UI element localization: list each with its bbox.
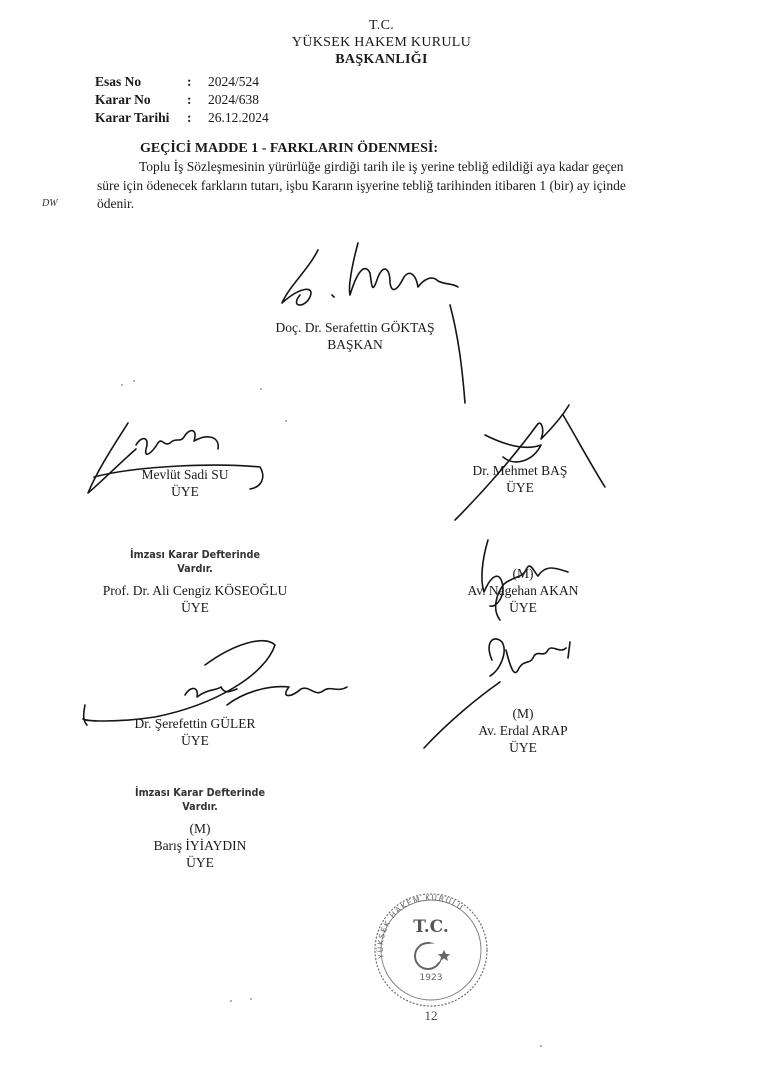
signatory-name: Barış İYİAYDIN (153, 838, 247, 853)
section-heading: GEÇİCİ MADDE 1 - FARKLARIN ÖDENMESİ: (140, 141, 439, 156)
paragraph-line: süre için ödenecek farkların tutarı, işbu Kararın işyerine tebliğ tarihinden itibaren 1 (bir) ay içinde (97, 177, 626, 193)
member-block-m1 (125, 466, 245, 500)
signatory-title: ÜYE (181, 733, 209, 748)
page-number: 12 (424, 1008, 438, 1023)
signatory-name: Mevlüt Sadi SU (141, 467, 229, 482)
member-block-m6 (463, 705, 583, 756)
stamp-note: Vardır. (182, 801, 218, 813)
stamp-note: Vardır. (177, 563, 213, 575)
meta-colon: : (187, 74, 192, 89)
signatory-name: Av. Erdal ARAP (478, 723, 568, 738)
signatory-mark: (M) (512, 566, 534, 581)
header-presidency: BAŞKANLIĞI (335, 52, 428, 67)
meta-label: Karar Tarihi (95, 110, 170, 125)
member-signature-icon (445, 395, 615, 525)
member-block-m5 (105, 715, 285, 749)
member-block-m2 (455, 462, 585, 496)
scan-speck (250, 998, 252, 1000)
meta-value: 2024/638 (208, 92, 260, 107)
scan-speck (285, 420, 287, 422)
scan-speck (260, 388, 262, 390)
paragraph-line: Toplu İş Sözleşmesinin yürürlüğe girdiği tarih ile iş yerine tebliğ edildiği aya kadar geçen (139, 159, 624, 174)
meta-value: 2024/524 (208, 74, 260, 89)
signatory-name: Doç. Dr. Serafettin GÖKTAŞ (275, 320, 435, 335)
signatory-name: Dr. Mehmet BAŞ (472, 463, 568, 478)
signatory-title: ÜYE (171, 484, 199, 499)
meta-colon: : (187, 110, 192, 125)
member-block-m3 (102, 548, 288, 616)
seal-ring-text: YÜKSEK HAKEM KURULU (375, 893, 466, 960)
signatory-mark: (M) (189, 821, 211, 836)
section-paragraph (97, 158, 697, 214)
seal-center-text: T.C. (413, 917, 449, 937)
signatory-name: Prof. Dr. Ali Cengiz KÖSEOĞLU (102, 583, 288, 598)
signatory-title: ÜYE (181, 600, 209, 615)
president-block (250, 319, 460, 353)
signatory-title: ÜYE (509, 740, 537, 755)
member-block-m4 (448, 565, 598, 616)
paragraph-line: ödenir. (97, 196, 135, 211)
stamp-note: İmzası Karar Defterinde (129, 549, 261, 561)
signatory-name: Dr. Şerefettin GÜLER (134, 716, 256, 731)
meta-label: Esas No (95, 74, 142, 89)
seal-year: 1923 (419, 973, 443, 983)
meta-colon: : (187, 92, 192, 107)
scan-speck (540, 1045, 542, 1047)
meta-label: Karar No (95, 92, 151, 107)
header-tc: T.C. (368, 18, 395, 33)
scan-speck (121, 384, 123, 386)
signatory-title: ÜYE (506, 480, 534, 495)
signatory-name: Av. Nagehan AKAN (467, 583, 579, 598)
meta-value: 26.12.2024 (208, 110, 269, 125)
header-institution: YÜKSEK HAKEM KURULU (291, 35, 472, 50)
signatory-title: BAŞKAN (327, 337, 383, 352)
signatory-title: ÜYE (509, 600, 537, 615)
official-seal-icon (368, 892, 494, 1028)
scan-speck (230, 1000, 232, 1002)
stamp-note: İmzası Karar Defterinde (134, 787, 266, 799)
margin-initials: DW (42, 198, 58, 209)
member-block-m7 (110, 786, 290, 871)
scan-speck (133, 380, 135, 382)
signatory-mark: (M) (512, 706, 534, 721)
signatory-title: ÜYE (186, 855, 214, 870)
